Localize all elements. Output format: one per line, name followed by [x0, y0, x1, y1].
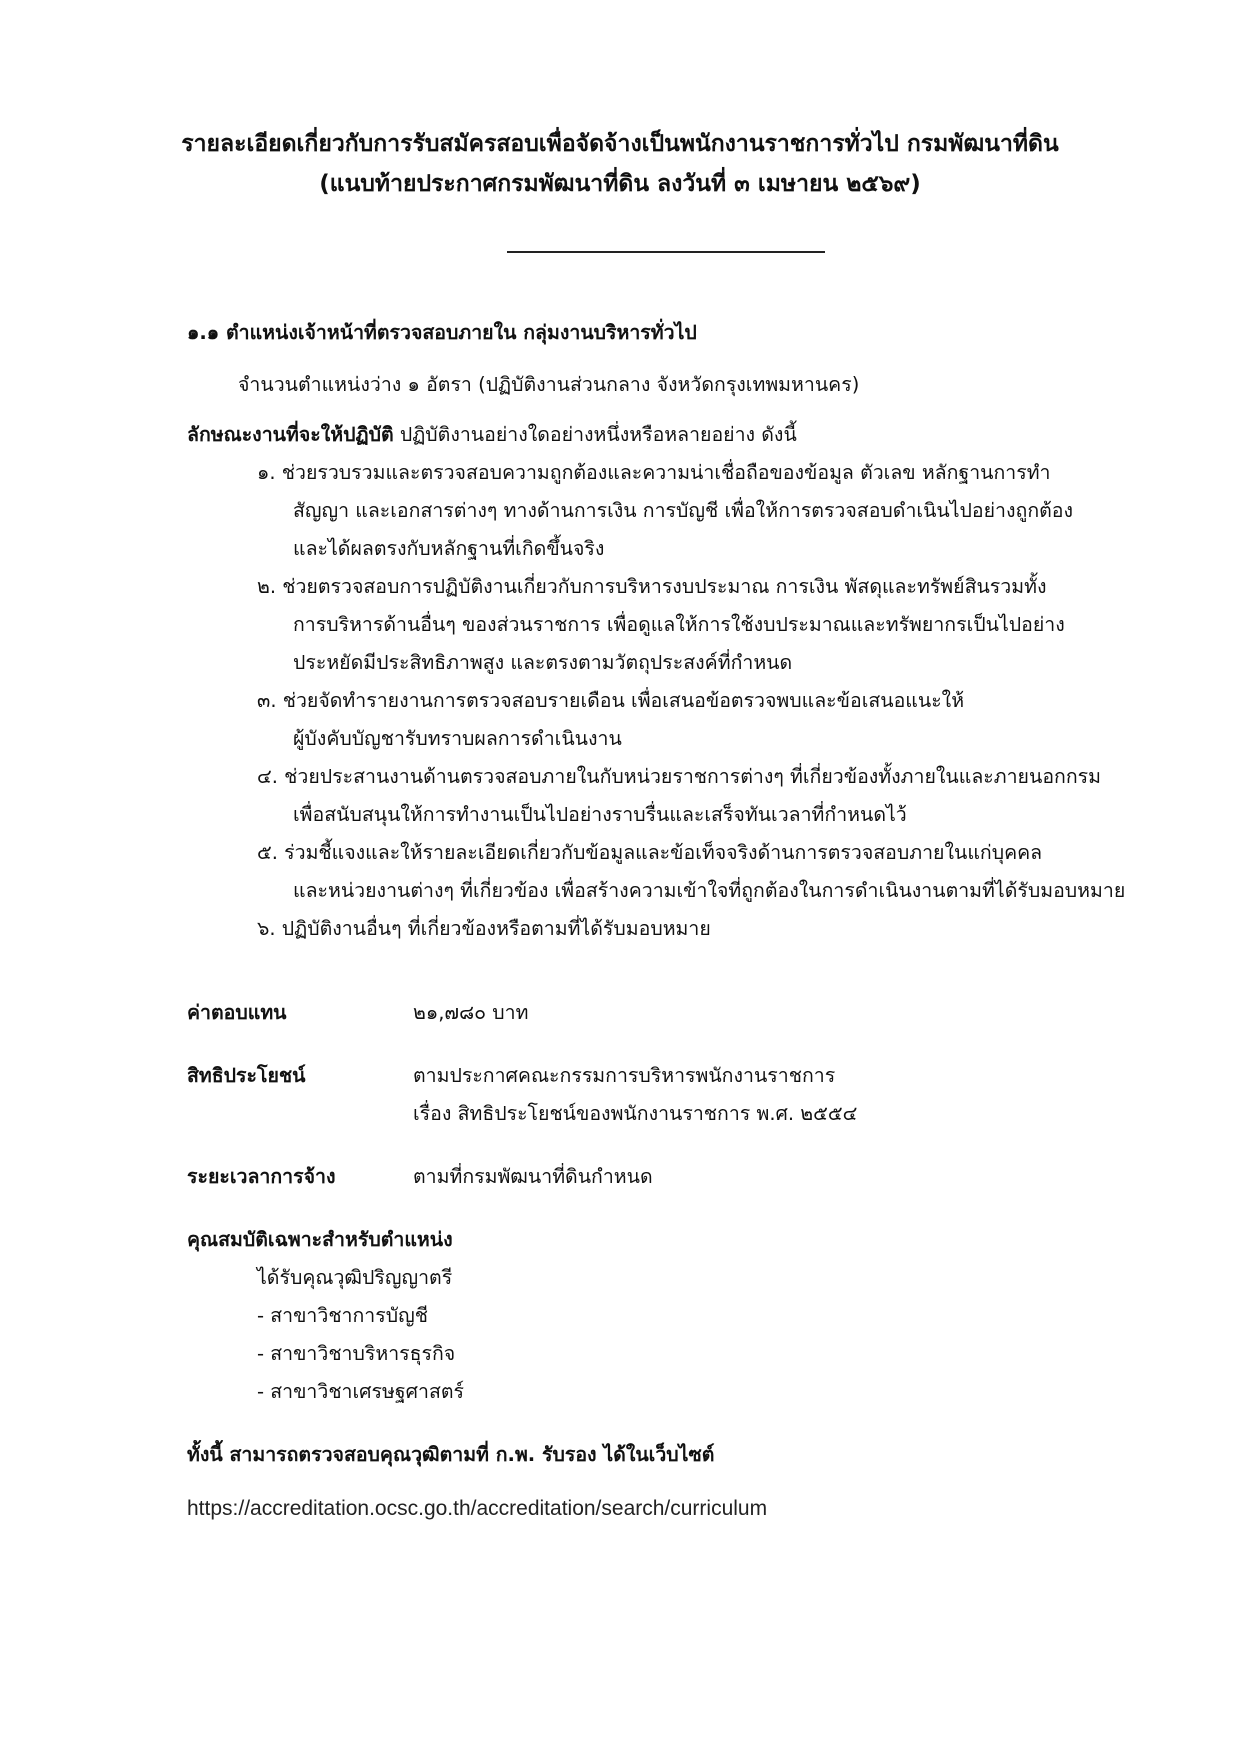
- duty-line: เพื่อสนับสนุนให้การทำงานเป็นไปอย่างราบรื่นและเสร็จทันเวลาที่กำหนดไว้: [293, 803, 907, 826]
- period-label: ระยะเวลาการจ้าง: [187, 1165, 336, 1188]
- compensation-value: ๒๑,๗๘๐ บาท: [413, 1001, 529, 1024]
- qualification-item: - สาขาวิชาบริหารธุรกิจ: [257, 1342, 456, 1365]
- duty-line: สัญญา และเอกสารต่างๆ ทางด้านการเงิน การบัญชี เพื่อให้การตรวจสอบดำเนินไปอย่างถูกต้อง: [293, 499, 1074, 522]
- duties-intro: ปฏิบัติงานอย่างใดอย่างหนึ่งหรือหลายอย่าง ดังนี้: [393, 423, 797, 446]
- duties-label: ลักษณะงานที่จะให้ปฏิบัติ: [187, 423, 394, 446]
- duty-line: การบริหารด้านอื่นๆ ของส่วนราชการ เพื่อดูแลให้การใช้งบประมาณและทรัพยากรเป็นไปอย่าง: [293, 613, 1065, 636]
- benefits-line: เรื่อง สิทธิประโยชน์ของพนักงานราชการ พ.ศ. ๒๕๕๔: [413, 1102, 858, 1125]
- document-subtitle: (แนบท้ายประกาศกรมพัฒนาที่ดิน ลงวันที่ ๓ เมษายน ๒๕๖๙): [319, 171, 921, 197]
- duty-line: ๔. ช่วยประสานงานด้านตรวจสอบภายในกับหน่วยราชการต่างๆ ที่เกี่ยวข้องทั้งภายในและภายนอกกรม: [257, 765, 1101, 788]
- duty-line: ๓. ช่วยจัดทำรายงานการตรวจสอบรายเดือน เพื่อเสนอข้อตรวจพบและข้อเสนอแนะให้: [257, 689, 965, 712]
- duty-line: ประหยัดมีประสิทธิภาพสูง และตรงตามวัตถุประสงค์ที่กำหนด: [293, 651, 793, 674]
- qualification-item: - สาขาวิชาการบัญชี: [257, 1304, 428, 1327]
- duty-line: ผู้บังคับบัญชารับทราบผลการดำเนินงาน: [293, 727, 622, 750]
- title-divider: [507, 251, 825, 253]
- duty-line: และหน่วยงานต่างๆ ที่เกี่ยวข้อง เพื่อสร้างความเข้าใจที่ถูกต้องในการดำเนินงานตามที่ได้รับมอบหมาย: [293, 879, 1126, 902]
- accreditation-url[interactable]: https://accreditation.ocsc.go.th/accreditation/search/curriculum: [187, 1497, 768, 1520]
- qualification-item: - สาขาวิชาเศรษฐศาสตร์: [257, 1380, 464, 1403]
- qualifications-intro: ได้รับคุณวุฒิปริญญาตรี: [257, 1266, 453, 1289]
- benefits-label: สิทธิประโยชน์: [187, 1064, 306, 1087]
- verification-note: ทั้งนี้ สามารถตรวจสอบคุณวุฒิตามที่ ก.พ. รับรอง ได้ในเว็บไซต์: [187, 1443, 715, 1466]
- duties-heading: [187, 418, 797, 452]
- benefits-line: ตามประกาศคณะกรรมการบริหารพนักงานราชการ: [413, 1064, 836, 1087]
- document-title: รายละเอียดเกี่ยวกับการรับสมัครสอบเพื่อจัดจ้างเป็นพนักงานราชการทั่วไป กรมพัฒนาที่ดิน: [181, 131, 1059, 157]
- compensation-label: ค่าตอบแทน: [187, 1001, 287, 1024]
- vacancy-line: จำนวนตำแหน่งว่าง ๑ อัตรา (ปฏิบัติงานส่วนกลาง จังหวัดกรุงเทพมหานคร): [238, 373, 860, 396]
- position-heading: ๑.๑ ตำแหน่งเจ้าหน้าที่ตรวจสอบภายใน กลุ่มงานบริหารทั่วไป: [187, 321, 697, 344]
- duty-line: ๒. ช่วยตรวจสอบการปฏิบัติงานเกี่ยวกับการบริหารงบประมาณ การเงิน พัสดุและทรัพย์สินรวมทั้ง: [257, 575, 1047, 598]
- qualifications-label: คุณสมบัติเฉพาะสำหรับตำแหน่ง: [187, 1228, 453, 1251]
- duty-line: ๕. ร่วมชี้แจงและให้รายละเอียดเกี่ยวกับข้อมูลและข้อเท็จจริงด้านการตรวจสอบภายในแก่บุคคล: [257, 841, 1043, 864]
- duty-line: และได้ผลตรงกับหลักฐานที่เกิดขึ้นจริง: [293, 537, 605, 560]
- duty-line: ๖. ปฏิบัติงานอื่นๆ ที่เกี่ยวข้องหรือตามที่ได้รับมอบหมาย: [257, 917, 711, 940]
- duty-line: ๑. ช่วยรวบรวมและตรวจสอบความถูกต้องและความน่าเชื่อถือของข้อมูล ตัวเลข หลักฐานการทำ: [257, 461, 1051, 484]
- period-value: ตามที่กรมพัฒนาที่ดินกำหนด: [413, 1165, 653, 1188]
